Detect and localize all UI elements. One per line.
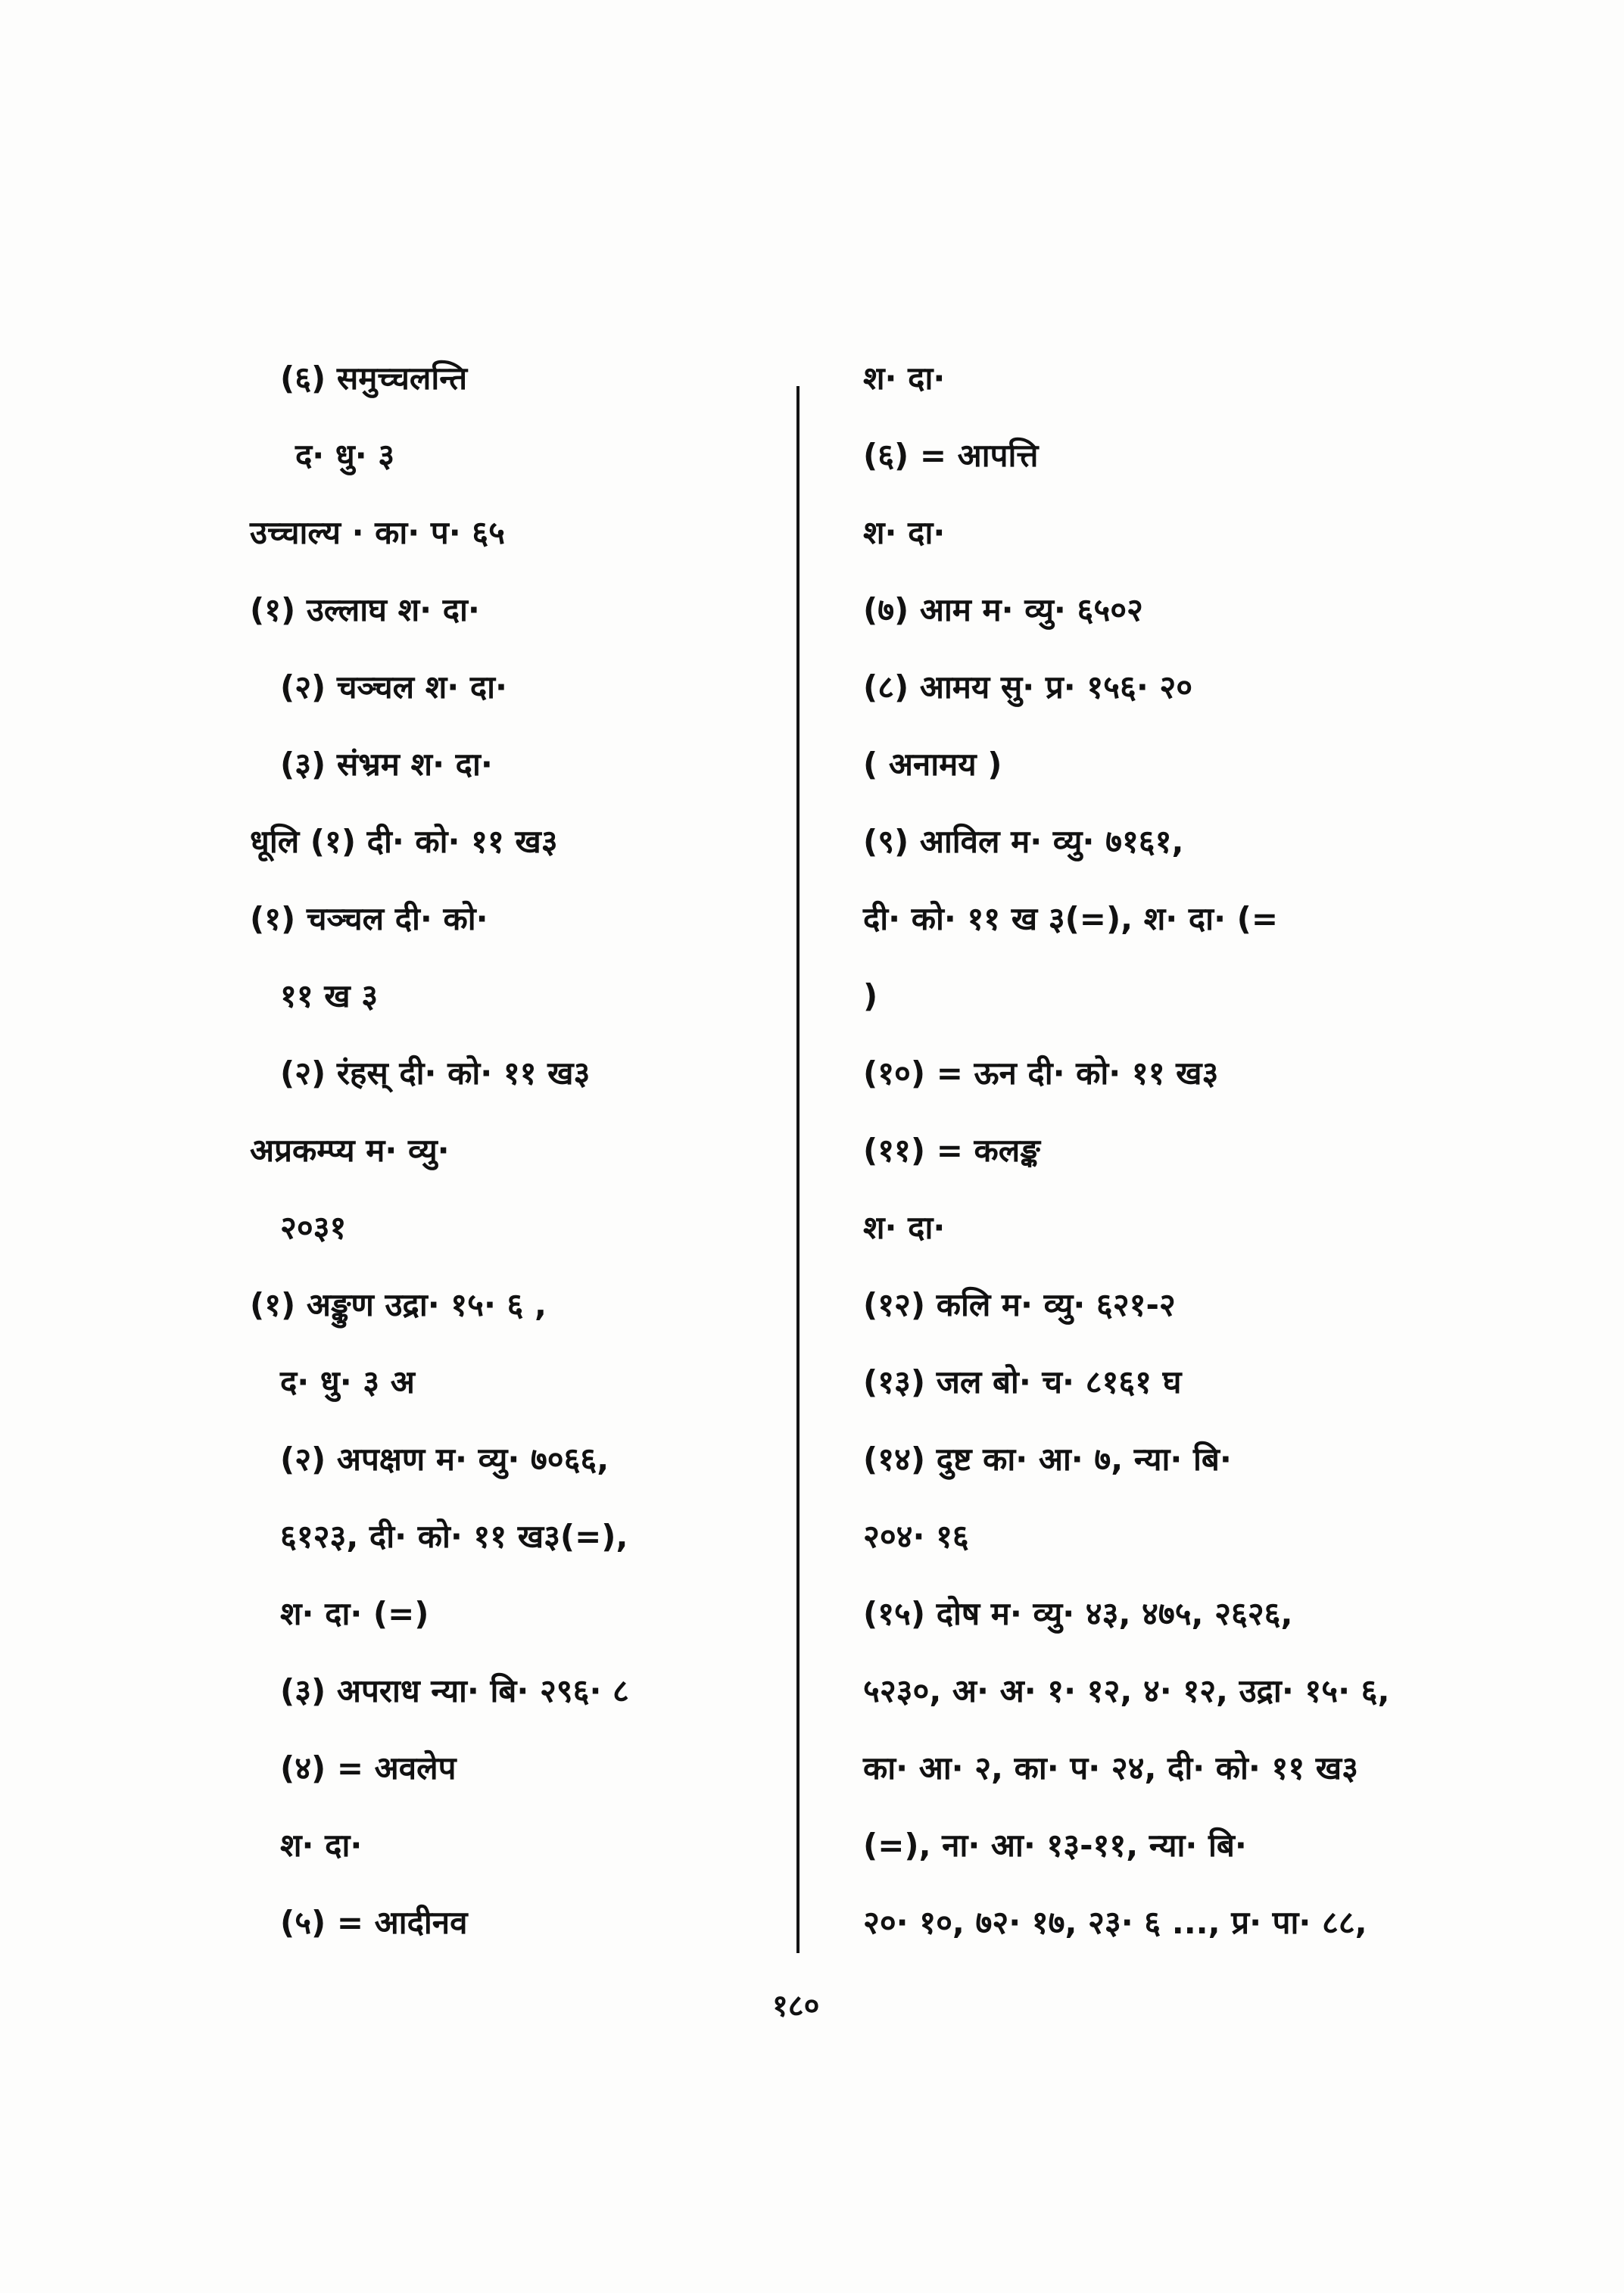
entry-line: (६) समुच्चलन्ति xyxy=(280,360,468,397)
entry-line: श· दा· xyxy=(863,514,946,551)
entry-line: (=), ना· आ· १३-११, न्या· बि· xyxy=(863,1827,1247,1864)
entry-line: (२) चञ्चल श· दा· xyxy=(280,668,508,706)
entry-line: (१५) दोष म· व्यु· ४३, ४७५, २६२६, xyxy=(863,1595,1293,1632)
entry-line: उच्चाल्य · का· प· ६५ xyxy=(250,514,505,551)
column-divider xyxy=(796,386,800,1953)
page-number: १८० xyxy=(772,1989,820,2024)
entry-line: (१४) दुष्ट का· आ· ७, न्या· बि· xyxy=(863,1441,1232,1478)
entry-line: ५२३०, अ· अ· १· १२, ४· १२, उद्रा· १५· ६, xyxy=(863,1672,1390,1709)
entry-line: (१२) कलि म· व्यु· ६२१-२ xyxy=(863,1286,1176,1323)
entry-line: ( अनामय ) xyxy=(863,746,1002,783)
entry-line: (७) आम म· व्यु· ६५०२ xyxy=(863,591,1143,628)
entry-line: (२) रंहस् दी· को· ११ ख३ xyxy=(280,1055,591,1092)
entry-line: दी· को· ११ ख ३(=), श· दा· (= xyxy=(863,900,1279,937)
entry-line: श· दा· xyxy=(280,1827,363,1864)
entry-line: द· धु· ३ अ xyxy=(280,1363,415,1400)
entry-line: (२) अपक्षण म· व्यु· ७०६६, xyxy=(280,1441,609,1478)
entry-line: (१) उल्लाघ श· दा· xyxy=(250,591,480,628)
entry-line: का· आ· २, का· प· २४, दी· को· ११ ख३ xyxy=(863,1749,1358,1787)
entry-line: २०· १०, ७२· १७, २३· ६ ..., प्र· पा· ८८, xyxy=(863,1904,1367,1941)
entry-line: (४) = अवलेप xyxy=(280,1749,457,1787)
entry-line: २०३१ xyxy=(280,1209,347,1246)
entry-line: द· धु· ३ xyxy=(295,437,395,474)
entry-line: (१३) जल बो· च· ८१६१ घ xyxy=(863,1363,1182,1400)
entry-line: श· दा· xyxy=(863,360,946,397)
entry-line: (१०) = ऊन दी· को· ११ ख३ xyxy=(863,1055,1219,1092)
entry-line: श· दा· (=) xyxy=(280,1595,429,1632)
entry-line: ११ ख ३ xyxy=(280,977,379,1014)
entry-line: धूलि (१) दी· को· ११ ख३ xyxy=(250,823,558,860)
entry-line: ) xyxy=(863,977,878,1014)
entry-line: (९) आविल म· व्यु· ७१६१, xyxy=(863,823,1184,860)
entry-line: अप्रकम्प्य म· व्यु· xyxy=(250,1132,450,1169)
entry-line: २०४· १६ xyxy=(863,1518,969,1555)
entry-line: (५) = आदीनव xyxy=(280,1904,468,1941)
entry-line: (६) = आपत्ति xyxy=(863,437,1039,474)
entry-line: (११) = कलङ्क xyxy=(863,1132,1040,1169)
entry-line: ६१२३, दी· को· ११ ख३(=), xyxy=(280,1518,628,1555)
entry-line: (३) अपराध न्या· बि· २९६· ८ xyxy=(280,1672,629,1709)
entry-line: (१) चञ्चल दी· को· xyxy=(250,900,488,937)
entry-line: (१) अङ्कुण उद्रा· १५· ६ , xyxy=(250,1286,547,1323)
entry-line: (३) संभ्रम श· दा· xyxy=(280,746,493,783)
entry-line: श· दा· xyxy=(863,1209,946,1246)
entry-line: (८) आमय सु· प्र· १५६· २० xyxy=(863,668,1193,706)
